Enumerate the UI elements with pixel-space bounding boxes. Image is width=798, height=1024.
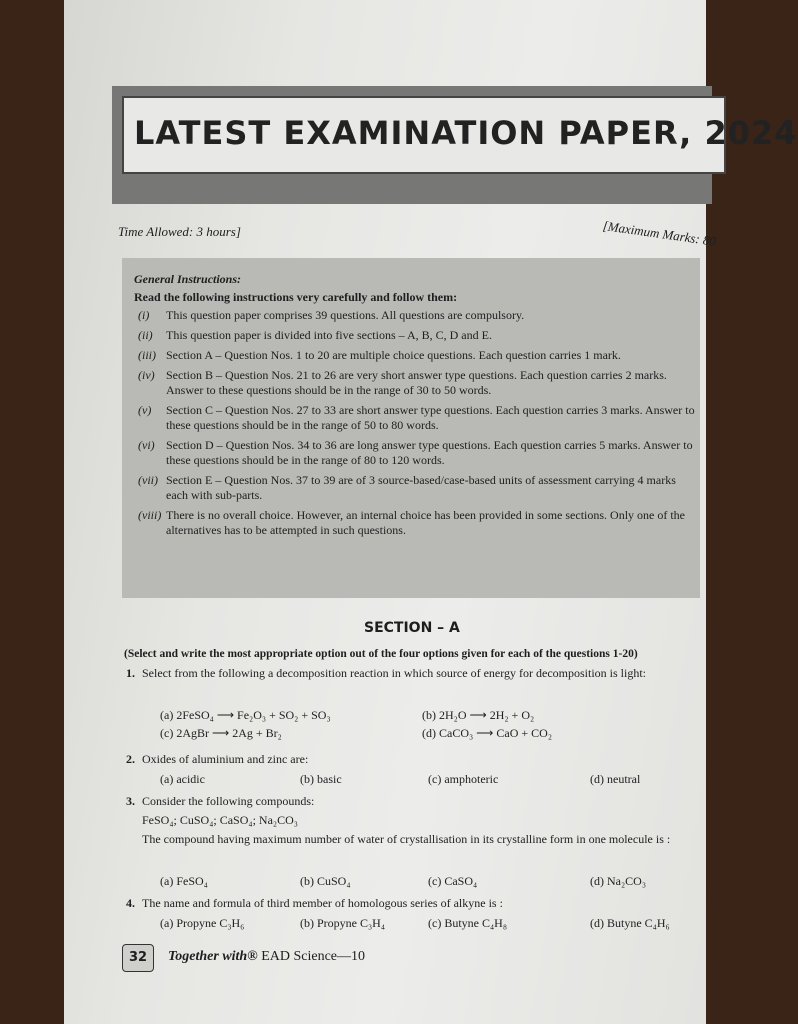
instruction-text: Section A – Question Nos. 1 to 20 are multiple choice questions. Each question carries 1 mark. [166,348,621,362]
instruction-text: There is no overall choice. However, an internal choice has been provided in some sections. Only one of the alternatives has to be attempted in such questions. [166,508,686,537]
question-4 [126,896,702,930]
instructions-list [138,308,698,543]
question-number: 2. [126,752,135,766]
instruction-item [138,368,698,398]
option-a: (a) 2FeSO₄ ⟶ Fe₂O₃ + SO₂ + SO₃ [160,708,331,722]
option-a: (a) Propyne C₃H₆ [160,916,245,930]
question-text: Consider the following compounds: [142,794,315,808]
option-b: (b) 2H₂O ⟶ 2H₂ + O₂ [422,708,535,722]
instruction-text: This question paper is divided into five sections – A, B, C, D and E. [166,328,492,342]
instruction-number: (iii) [138,348,156,362]
question-number: 4. [126,896,135,910]
instruction-number: (iv) [138,368,155,382]
question-2 [126,752,702,786]
option-d: (d) neutral [590,772,641,786]
option-c: (c) CaSO₄ [428,874,478,888]
option-a: (a) FeSO₄ [160,874,208,888]
question-text: Oxides of aluminium and zinc are: [142,752,309,766]
instruction-number: (vi) [138,438,155,452]
instruction-item [138,328,698,343]
instruction-text: Section E – Question Nos. 37 to 39 are of 3 source-based/case-based units of assessment carrying 4 marks each with sub-parts. [166,473,676,502]
instruction-number: (vii) [138,473,158,487]
option-c: (c) 2AgBr ⟶ 2Ag + Br₂ [160,726,282,740]
instruction-item [138,473,698,503]
book-page [64,0,798,1024]
question-number: 1. [126,666,135,680]
question-number: 3. [126,794,135,808]
instruction-number: (ii) [138,328,153,342]
instruction-item [138,508,698,538]
instruction-number: (i) [138,308,150,322]
option-c: (c) Butyne C₄H₈ [428,916,508,930]
general-instructions-box [122,258,700,598]
question-3 [126,794,702,888]
book-title: EAD Science—10 [261,949,365,964]
question-text: The name and formula of third member of homologous series of alkyne is : [142,896,503,910]
compound-list: FeSO₄; CuSO₄; CaSO₄; Na₂CO₃ [142,813,298,827]
instruction-item [138,438,698,468]
instruction-number: (viii) [138,508,162,522]
option-b: (b) Propyne C₃H₄ [300,916,386,930]
footer-brand [168,949,365,965]
question-text: Select from the following a decomposition reaction in which source of energy for decomposition is light: [142,666,646,680]
brand-logo-text: Together with® [168,949,258,964]
option-d: (d) CaCO₃ ⟶ CaO + CO₂ [422,726,552,740]
instruction-text: Section B – Question Nos. 21 to 26 are very short answer type questions. Each question carries 2 marks. Answer to these questions should be in the range of 30 to 50 words. [166,368,667,397]
page-title: LATEST EXAMINATION PAPER, 2024 [134,114,798,152]
page-number: 32 [122,944,154,972]
option-d: (d) Butyne C₄H₆ [590,916,670,930]
option-b: (b) CuSO₄ [300,874,351,888]
instructions-heading: General Instructions: [134,272,242,286]
instruction-number: (v) [138,403,152,417]
section-title: SECTION – A [364,620,460,636]
section-note: (Select and write the most appropriate option out of the four options given for each of the questions 1-20) [124,648,638,660]
instruction-text: This question paper comprises 39 questions. All questions are compulsory. [166,308,525,322]
instructions-lead: Read the following instructions very carefully and follow them: [134,290,458,304]
question-1 [126,666,702,740]
option-d: (d) Na₂CO₃ [590,874,647,888]
option-b: (b) basic [300,772,342,786]
instruction-item [138,308,698,323]
instruction-text: Section D – Question Nos. 34 to 36 are long answer type questions. Each question carries 5 marks. Answer to these questions should be in the range of 80 to 120 words. [166,438,693,467]
instruction-item [138,348,698,363]
title-box [122,96,798,174]
maximum-marks: [Maximum Marks: 80 [601,218,717,249]
time-allowed: Time Allowed: 3 hours] [118,224,241,239]
instruction-text: Section C – Question Nos. 27 to 33 are short answer type questions. Each question carries 3 marks. Answer to these questions should be in the range of 50 to 80 words. [166,403,695,432]
question-text-continued: The compound having maximum number of water of crystallisation in its crystalline form in one molecule is : [142,832,671,846]
instruction-item [138,403,698,433]
option-c: (c) amphoteric [428,772,499,786]
option-a: (a) acidic [160,772,205,786]
